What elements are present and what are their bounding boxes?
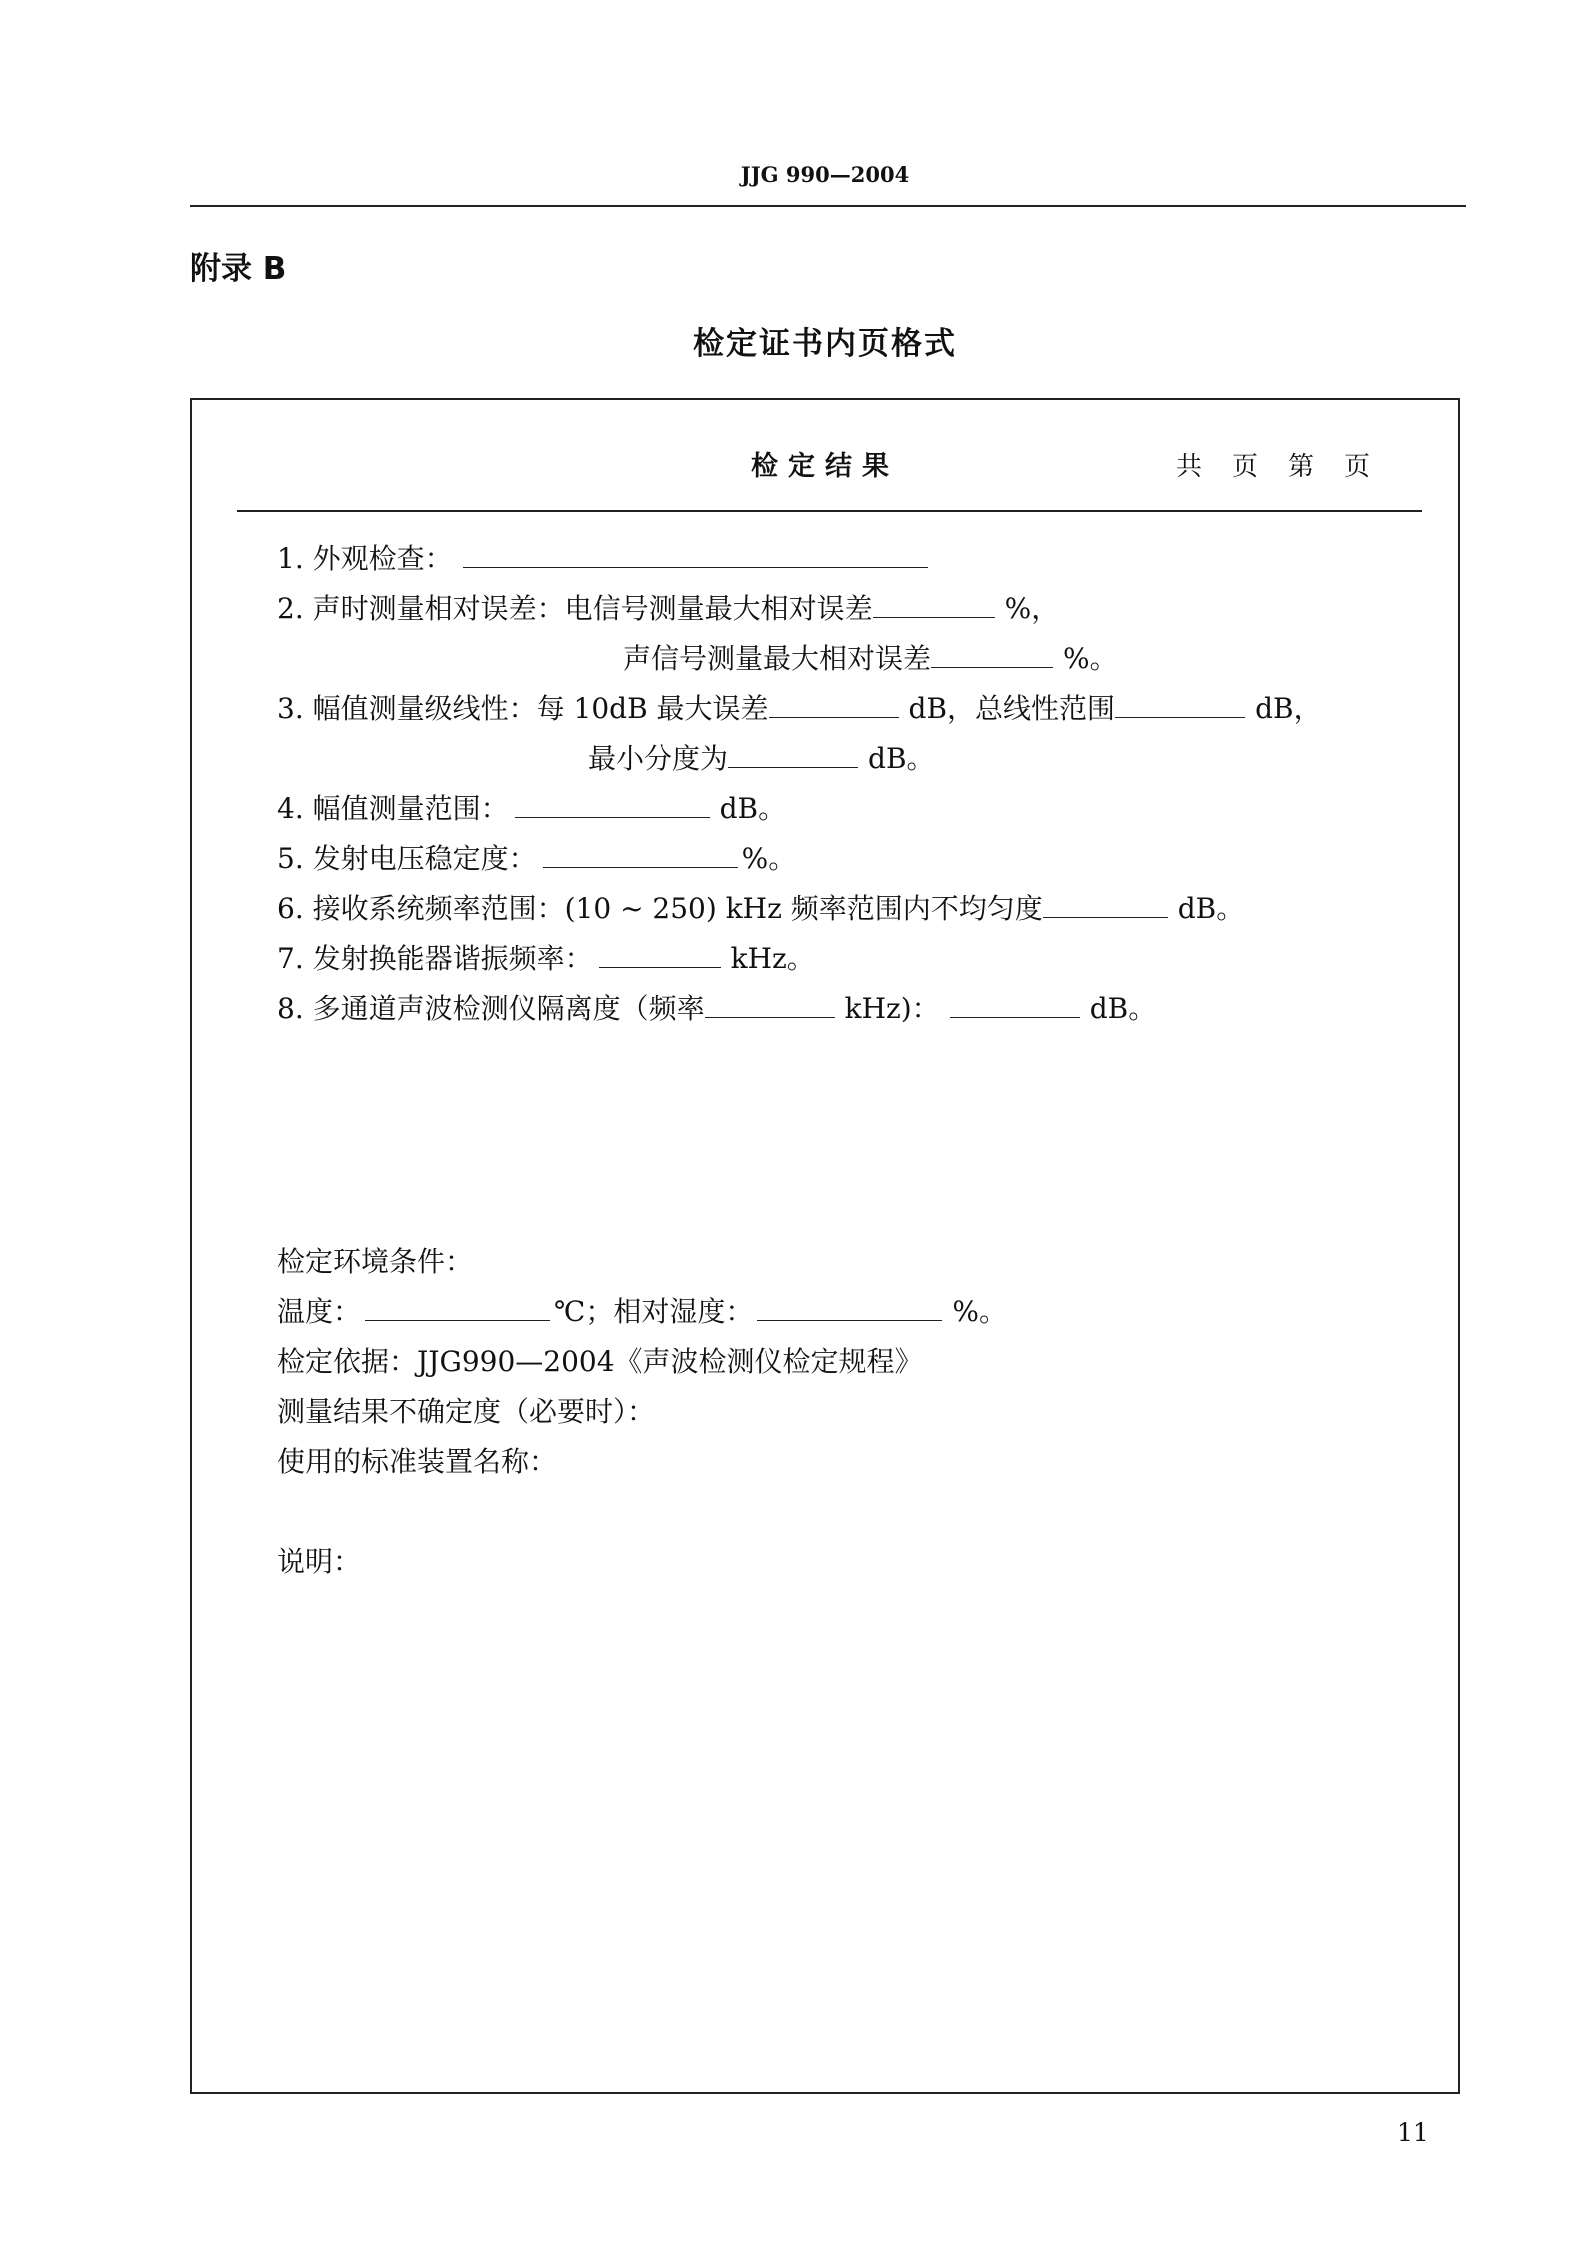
humidity-blank[interactable] <box>757 1294 942 1321</box>
isolation-value-blank[interactable] <box>950 991 1080 1018</box>
item-amplitude-linearity: 3. 幅值测量级线性：每 10dB 最大误差 dB，总线性范围 dB， <box>277 692 1322 725</box>
temperature-blank[interactable] <box>365 1294 550 1321</box>
min-division-blank[interactable] <box>728 741 858 768</box>
item-frequency-range: 6. 接收系统频率范围：(10 ~ 250) kHz 频率范围内不均匀度 dB。 <box>277 892 1245 925</box>
per-10db-error-blank[interactable] <box>769 691 899 718</box>
item-time-error: 2. 声时测量相对误差：电信号测量最大相对误差 %， <box>277 592 1060 625</box>
page-number: 11 <box>1397 2118 1429 2147</box>
item-resonant-frequency: 7. 发射换能器谐振频率： kHz。 <box>277 942 815 975</box>
item-appearance: 1. 外观检查： <box>277 541 928 577</box>
item-min-division: 最小分度为 dB。 <box>588 742 935 775</box>
measurement-uncertainty: 测量结果不确定度（必要时）： <box>277 1395 656 1428</box>
verification-basis: 检定依据：JJG990—2004《声波检测仪检定规程》 <box>277 1345 923 1378</box>
page-title: 检定证书内页格式 <box>693 326 957 362</box>
resonant-frequency-blank[interactable] <box>599 941 721 968</box>
isolation-frequency-blank[interactable] <box>705 991 835 1018</box>
item-amplitude-range: 4. 幅值测量范围： dB。 <box>277 792 787 825</box>
item-time-error-acoustic: 声信号测量最大相对误差 %。 <box>623 642 1118 675</box>
electric-signal-error-blank[interactable] <box>873 591 995 618</box>
page-nth-label: 第 <box>1288 452 1315 482</box>
amplitude-range-blank[interactable] <box>515 791 710 818</box>
item-voltage-stability: 5. 发射电压稳定度： %。 <box>277 842 797 875</box>
standard-code: JJG 990—2004 <box>740 162 910 187</box>
header-rule <box>190 205 1466 207</box>
appearance-blank[interactable] <box>463 541 928 568</box>
appendix-label: 附录 B <box>190 251 287 287</box>
page-count <box>1176 446 1400 483</box>
page-label-2: 页 <box>1344 452 1371 482</box>
result-title: 检定结果 <box>751 451 899 482</box>
total-linear-range-blank[interactable] <box>1115 691 1245 718</box>
voltage-stability-blank[interactable] <box>543 841 738 868</box>
item-isolation: 8. 多通道声波检测仪隔离度（频率 kHz)： dB。 <box>277 992 1157 1025</box>
env-conditions-label: 检定环境条件： <box>277 1245 474 1278</box>
result-title-rule <box>237 510 1422 512</box>
temperature-humidity-line: 温度： ℃；相对湿度： %。 <box>277 1295 1007 1328</box>
non-uniformity-blank[interactable] <box>1043 891 1168 918</box>
remarks-label: 说明： <box>277 1545 362 1578</box>
page-label-1: 页 <box>1232 452 1259 482</box>
acoustic-signal-error-blank[interactable] <box>931 641 1053 668</box>
page-total-label: 共 <box>1176 452 1203 482</box>
standard-device-name: 使用的标准装置名称： <box>277 1445 558 1478</box>
